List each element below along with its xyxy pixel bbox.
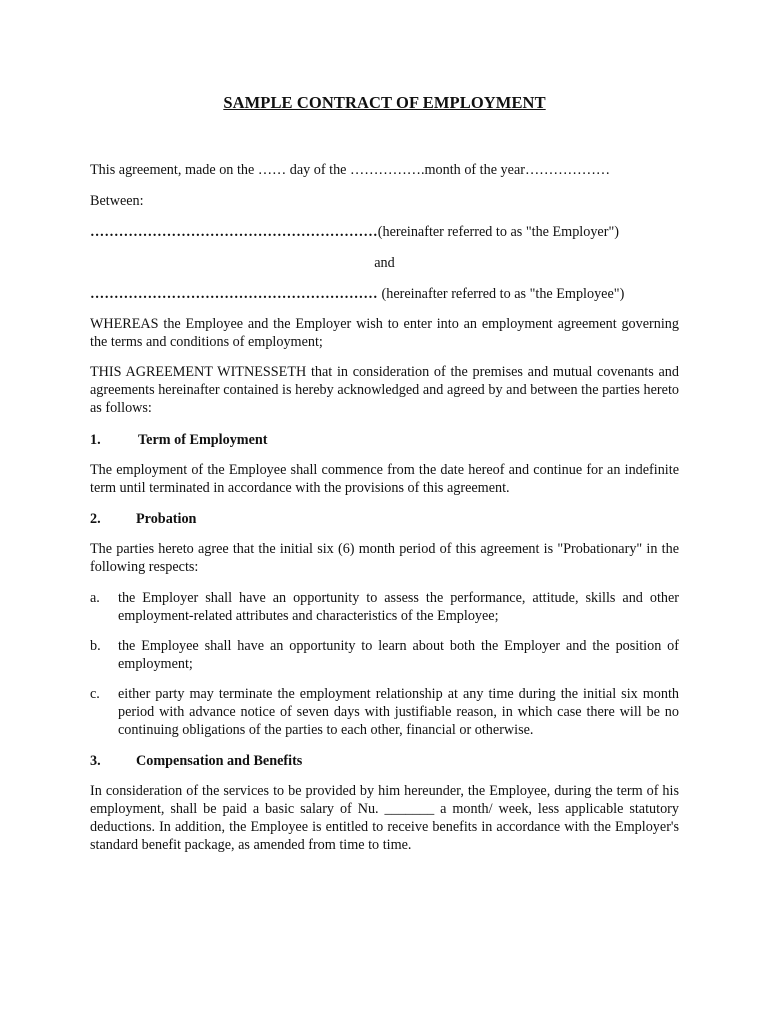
list-item-text: the Employee shall have an opportunity to learn about both the Employer and the position of employment;: [118, 638, 679, 672]
section-title: Probation: [136, 511, 197, 527]
section-2-paragraph: The parties hereto agree that the initial six (6) month period of this agreement is "Probationary" in the following respects:: [90, 541, 679, 575]
list-item: [90, 685, 679, 739]
section-3-heading: [90, 752, 679, 770]
list-item-text: either party may terminate the employment relationship at any time during the initial six month period with advance notice of seven days with justifiable reason, in which case there will be no continuing obligations of the parties to each other, financial or otherwise.: [118, 686, 679, 738]
intro-line: This agreement, made on the …… day of the …………….month of the year………………: [90, 162, 611, 178]
whereas-paragraph: WHEREAS the Employee and the Employer wish to enter into an employment agreement governing the terms and conditions of employment;: [90, 316, 679, 350]
list-item: [90, 589, 679, 625]
section-1-heading: [90, 431, 679, 449]
employer-line-text: (hereinafter referred to as "the Employer"): [377, 224, 619, 240]
list-item: [90, 637, 679, 673]
and-label: and: [374, 255, 395, 271]
section-1-paragraph: The employment of the Employee shall commence from the date hereof and continue for an indefinite term until terminated in accordance with the provisions of this agreement.: [90, 462, 679, 496]
document-title: SAMPLE CONTRACT OF EMPLOYMENT: [223, 93, 546, 112]
section-number: 3.: [90, 753, 101, 769]
between-label: Between:: [90, 193, 144, 209]
employee-line-text: (hereinafter referred to as "the Employee"): [381, 286, 625, 302]
employer-name-blank: ……………………………………………………: [90, 224, 378, 240]
employer-line: [90, 223, 679, 241]
document-page: [90, 0, 679, 1024]
employee-line: [90, 285, 679, 303]
list-marker: b.: [90, 638, 101, 654]
witnesseth-paragraph: THIS AGREEMENT WITNESSETH that in consideration of the premises and mutual covenants and agreements hereinafter contained is hereby acknowledged and agreed by and between the parties hereto as follows:: [90, 364, 679, 416]
section-3-paragraph: In consideration of the services to be provided by him hereunder, the Employee, during the term of his employment, shall be paid a basic salary of Nu. _______ a month/ week, less applicable statutory deductions. In addition, the Employee is entitled to receive benefits in accordance with the Employer's standard benefit package, as amended from time to time.: [90, 783, 679, 853]
list-marker: c.: [90, 686, 100, 702]
employee-name-blank: ……………………………………………………: [90, 286, 382, 302]
list-item-text: the Employer shall have an opportunity to assess the performance, attitude, skills and other employment-related attributes and characteristics of the Employee;: [118, 590, 679, 624]
section-title: Term of Employment: [138, 432, 268, 448]
section-2-heading: [90, 510, 679, 528]
section-title: Compensation and Benefits: [136, 753, 303, 769]
list-marker: a.: [90, 590, 100, 606]
section-number: 2.: [90, 511, 101, 527]
section-number: 1.: [90, 432, 101, 448]
